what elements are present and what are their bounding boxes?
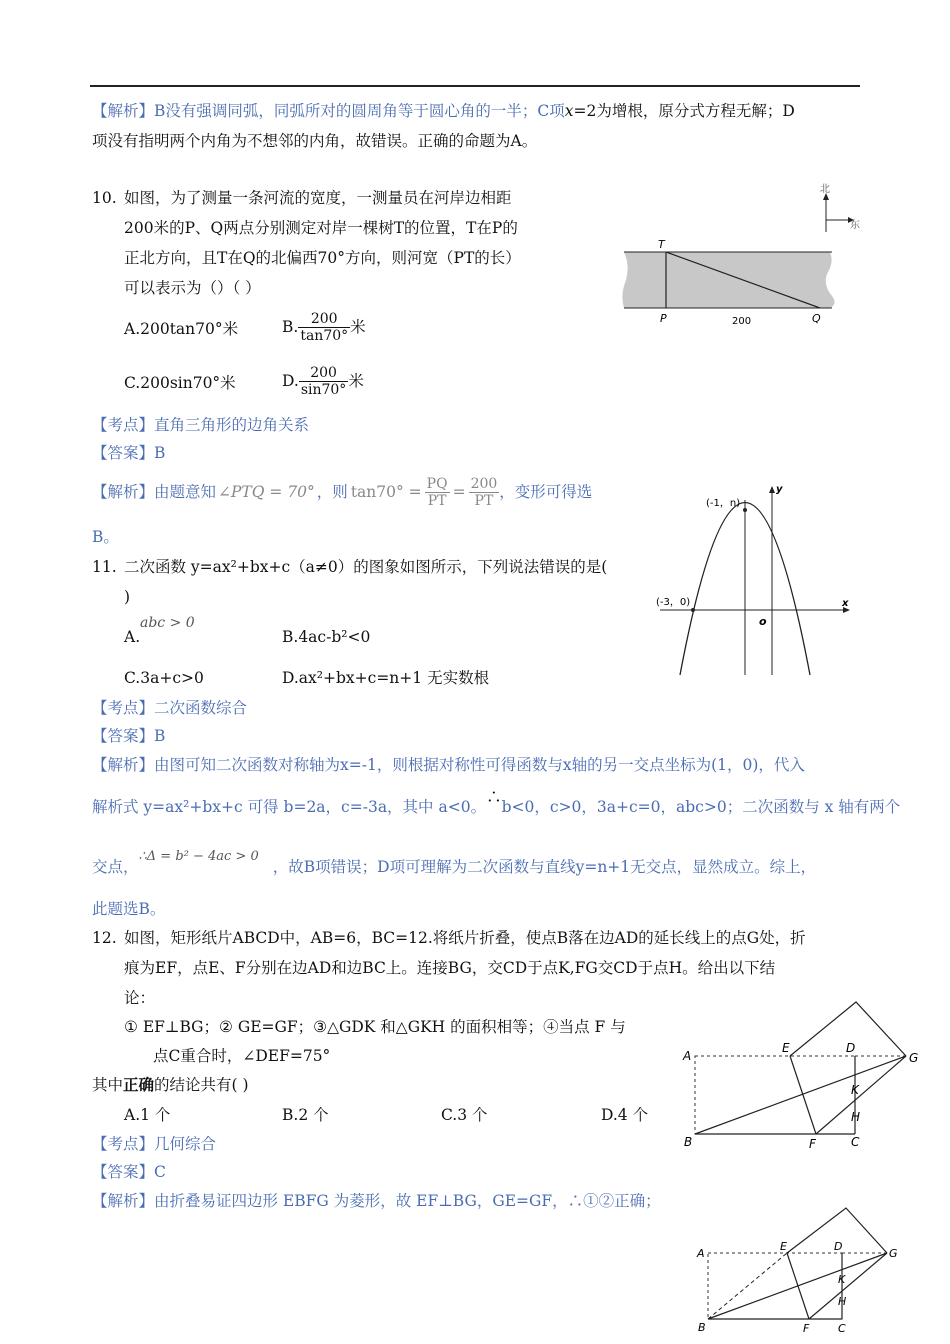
q12-analysis-line1: 【解析】由折叠易证四边形 EBFG 为菱形，故 EF⊥BG，GE=GF，∴①②正确； [92, 1192, 661, 1210]
label-E: E [782, 1041, 790, 1055]
q11-option-d: D.ax²+bx+c=n+1 无实数根 [282, 669, 490, 687]
q11-analysis-line2 [92, 788, 901, 818]
q10-river-figure [620, 180, 865, 330]
label-Q: Q [812, 312, 821, 325]
label-A: A [683, 1049, 692, 1063]
q11-analysis-line3 [92, 849, 817, 880]
q10-option-b-unit: 米 [350, 318, 366, 336]
vertex-point [743, 508, 747, 512]
label-x: x [842, 598, 849, 609]
q11-stem-line1: 二次函数 y=ax²+bx+c（a≠0）的图象如图所示，下列说法错误的是( [124, 558, 608, 576]
q10-analysis-eq: = [452, 483, 466, 501]
label-B: B [684, 1135, 693, 1149]
header-rule [90, 85, 860, 87]
label-origin: o [759, 615, 767, 628]
label-H: H [851, 1110, 861, 1124]
q11-answer: 【答案】B [92, 727, 166, 745]
q12-stem-line5: 点C重合时，∠DEF=75° [153, 1047, 331, 1065]
q10-d-den: sin70° [300, 381, 347, 398]
q12-stem-line2: 痕为EF，点E、F分别在边AD和边BC上。连接BG，交CD于点K,FG交CD于点H。给出以下结 [124, 959, 776, 977]
q10-stem-line1: 如图，为了测量一条河流的宽度，一测量员在河岸边相距 [124, 189, 512, 207]
q10-option-a: A.200tan70°米 [124, 320, 239, 338]
q10-option-d-unit: 米 [348, 372, 364, 390]
q12-stem-bold: 正确 [123, 1076, 155, 1094]
q10-number: 10. [92, 189, 117, 207]
q11-analysis-line1: 【解析】由图可知二次函数对称轴为x=-1，则根据对称性可得函数与x轴的另一交点坐标为(1，0)，代入 [92, 756, 805, 774]
q10-frac1-num: PQ [426, 475, 448, 492]
label-K-2: K [838, 1273, 846, 1286]
q10-analysis-frac2 [469, 476, 500, 509]
segment-EF [790, 1056, 816, 1134]
q11-stem-line2: ) [124, 588, 131, 606]
q11-analysis-l3a: 交点， [92, 858, 139, 876]
q9-var: x [564, 102, 574, 120]
label-vertex: (-1，n) [706, 498, 741, 509]
q12-kaodian: 【考点】几何综合 [92, 1135, 217, 1153]
rectangle-ABCD-dashed [695, 1056, 855, 1134]
q11-kaodian: 【考点】二次函数综合 [92, 699, 248, 717]
label-K: K [851, 1083, 859, 1097]
segment-FG [816, 1056, 906, 1134]
q10-frac1-den: PT [427, 492, 447, 509]
label-A-2: A [697, 1247, 705, 1260]
q11-therefore: ∴ [486, 788, 502, 806]
label-north: 北 [820, 184, 830, 195]
q12-stem-line4: ① EF⊥BG；② GE=GF；③△GDK 和△GKH 的面积相等；④当点 F 与 [124, 1018, 626, 1036]
label-root: (-3，0) [656, 597, 691, 608]
y-axis-arrow-icon [769, 486, 775, 493]
q12-number: 12. [92, 929, 117, 947]
q12-answer: 【答案】C [92, 1163, 166, 1181]
q10-analysis-c: ，变形可得选 [499, 483, 593, 501]
q12-stem-line1: 如图，矩形纸片ABCD中，AB=6，BC=12.将纸片折叠，使点B落在边AD的延长线上的点G处，折 [124, 929, 806, 947]
q10-analysis-a: 【解析】由题意知 [92, 483, 217, 501]
segment-EF-2 [787, 1253, 809, 1319]
label-200: 200 [732, 316, 752, 327]
q10-answer: 【答案】B [92, 444, 166, 462]
label-F: F [809, 1137, 816, 1151]
q10-option-b [282, 305, 366, 349]
river-shading [622, 252, 834, 308]
label-G: G [909, 1051, 919, 1065]
q11-analysis-l3b: ，故B项错误；D项可理解为二次函数与直线y=n+1无交点，显然成立。综上， [272, 858, 817, 876]
label-C-2: C [838, 1322, 846, 1335]
q9-analysis-text: 【解析】B没有强调同弧，同弧所对的圆周角等于圆心角的一半；C项 [92, 102, 565, 120]
q10-analysis-angle: ∠PTQ = 70° [218, 483, 315, 501]
q11-analysis-line4: 此题选B。 [92, 900, 166, 918]
q12-option-a: A.1 个 [124, 1106, 171, 1124]
q10-stem-line3: 正北方向，且T在Q的北偏西70°方向，则河宽（PT的长） [124, 249, 521, 267]
label-P: P [660, 312, 667, 325]
label-C: C [851, 1135, 860, 1149]
q11-analysis-l2b: b<0，c>0，3a+c=0，abc>0；二次函数与 x 轴有两个 [501, 798, 901, 816]
q10-frac2-den: PT [474, 492, 494, 509]
root-point [691, 608, 695, 612]
segment-BE-dashed [708, 1253, 787, 1319]
q12-stem-line6 [92, 1074, 249, 1096]
q10-kaodian: 【考点】直角三角形的边角关系 [92, 416, 310, 434]
q10-analysis-tan: tan70° = [350, 483, 422, 501]
q10-d-num: 200 [299, 365, 349, 382]
label-H-2: H [838, 1295, 847, 1308]
q10-option-c: C.200sin70°米 [124, 374, 236, 392]
q12-stem-l6b: 的结论共有( ) [154, 1076, 249, 1094]
q11-delta: ∴Δ = b² − 4ac > 0 [138, 849, 259, 864]
q9-analysis-text2: =2为增根，原分式方程无解；D [573, 102, 795, 120]
q12-analysis-figure [695, 1205, 910, 1340]
q11-parabola-figure [650, 480, 860, 680]
q10-option-b-label: B. [282, 318, 299, 336]
q10-analysis-line2: B。 [92, 528, 119, 546]
q10-option-d-fraction [299, 365, 349, 398]
q10-stem-line2: 200米的P、Q两点分别测定对岸一棵树T的位置，T在P的 [124, 219, 518, 237]
label-F-2: F [803, 1322, 810, 1335]
q11-option-c: C.3a+c>0 [124, 669, 204, 687]
q11-option-b: B.4ac-b²<0 [282, 628, 371, 646]
q10-b-den: tan70° [300, 327, 349, 344]
q11-option-a-label: A. [124, 628, 141, 646]
label-T: T [658, 238, 665, 251]
q10-frac2-num: 200 [470, 475, 498, 492]
label-D: D [846, 1041, 856, 1055]
q10-b-num: 200 [298, 311, 350, 328]
label-y: y [776, 484, 783, 495]
segment-FG-2 [809, 1253, 887, 1319]
q12-option-c: C.3 个 [441, 1106, 488, 1124]
q12-fold-figure [680, 998, 925, 1153]
q9-analysis-line2: 项没有指明两个内角为不想邻的内角，故错误。正确的命题为A。 [92, 132, 538, 150]
q12-option-b: B.2 个 [282, 1106, 329, 1124]
q12-stem-line3: 论： [124, 989, 156, 1007]
label-B-2: B [698, 1321, 706, 1334]
q10-option-b-fraction [298, 311, 350, 344]
q10-stem-line4: 可以表示为（）（ ） [124, 279, 261, 297]
q10-option-d-label: D. [282, 372, 299, 390]
q12-stem-l6a: 其中 [92, 1076, 124, 1094]
label-D-2: D [834, 1240, 843, 1253]
label-E-2: E [780, 1240, 787, 1253]
q10-analysis-b: ，则 [316, 483, 348, 501]
q11-option-a-expr: abc > 0 [140, 615, 195, 631]
q9-analysis-line1 [92, 100, 795, 122]
label-G-2: G [889, 1247, 898, 1260]
label-east: 东 [850, 220, 860, 231]
q10-analysis-line1 [92, 470, 592, 514]
q12-option-d: D.4 个 [601, 1106, 649, 1124]
q11-number: 11. [92, 558, 117, 576]
q10-analysis-frac1 [425, 476, 450, 509]
q11-analysis-l2a: 解析式 y=ax²+bx+c 可得 b=2a，c=-3a，其中 a<0。 [92, 798, 487, 816]
q10-option-d [282, 359, 364, 403]
segment-BG [695, 1056, 906, 1134]
